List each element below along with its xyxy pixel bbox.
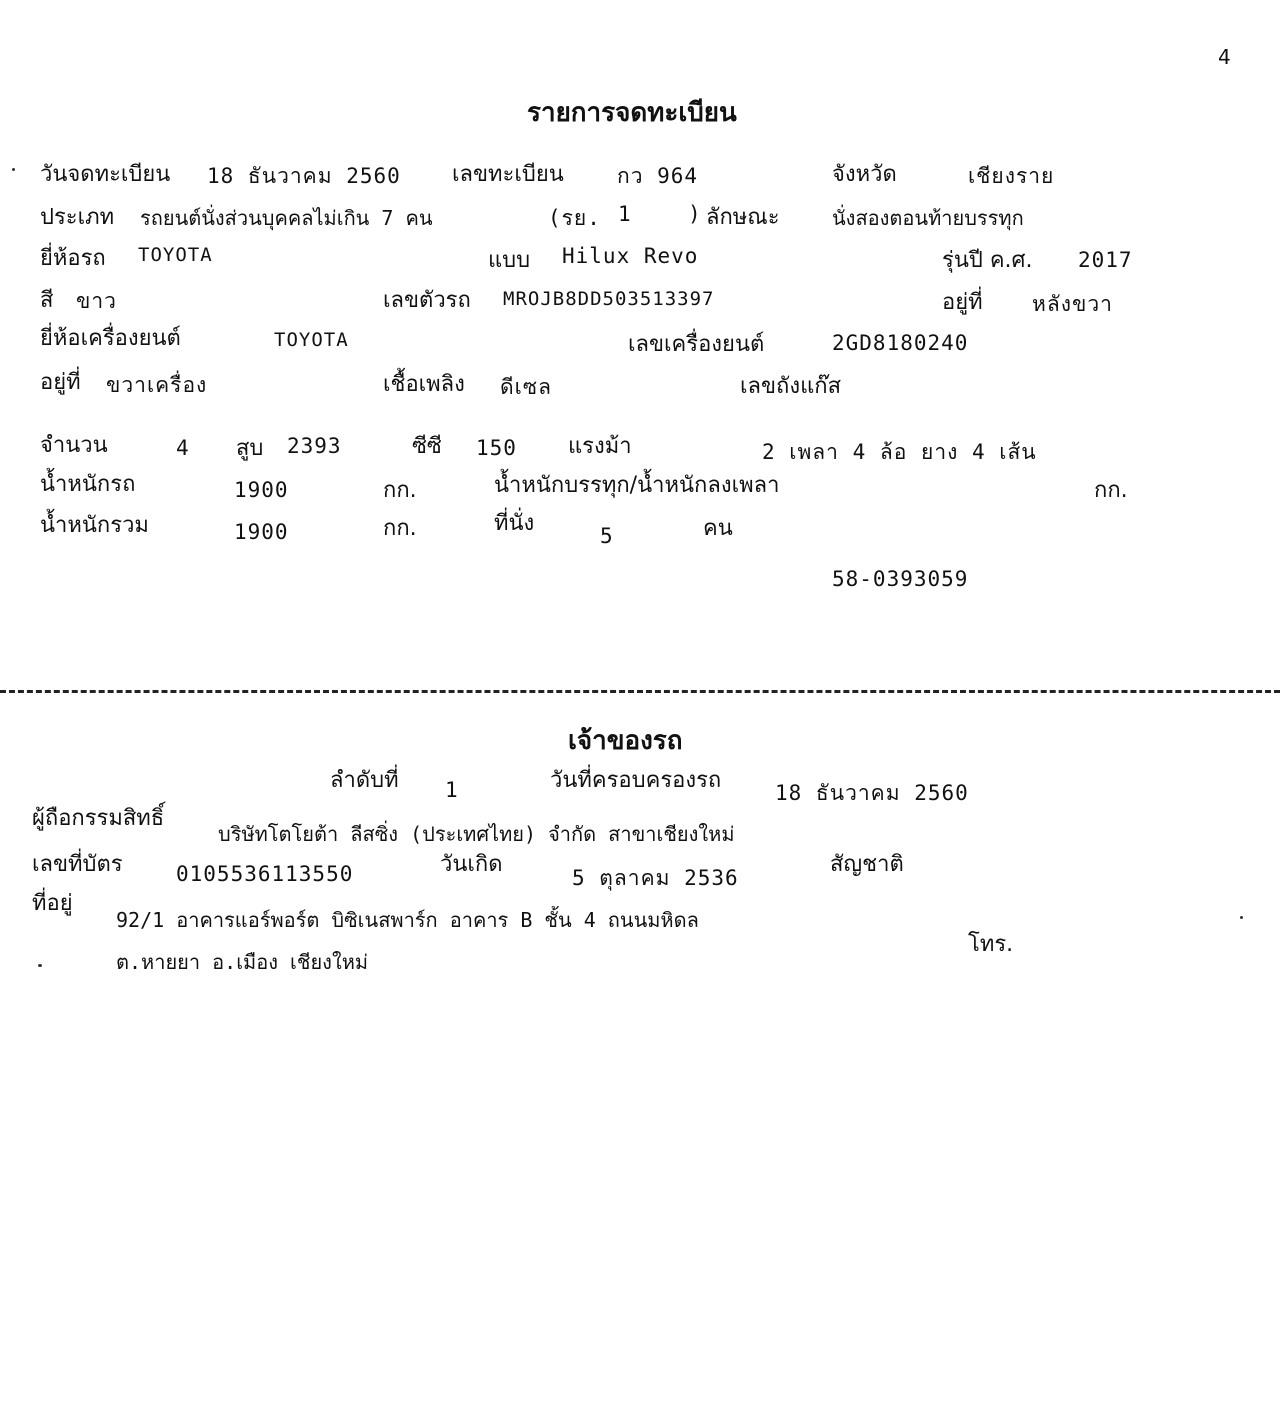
scan-speck <box>1240 916 1243 919</box>
engine-brand-value: TOYOTA <box>274 329 349 351</box>
cc-value: 2393 <box>287 434 342 458</box>
seats-unit: คน <box>703 516 733 541</box>
total-weight-unit: กก. <box>383 516 417 541</box>
phone-label: โทร. <box>968 932 1014 957</box>
possess-date-label: วันที่ครอบครองรถ <box>550 768 722 793</box>
gas-tank-label: เลขถังแก๊ส <box>740 374 842 399</box>
birth-date-label: วันเกิด <box>440 852 503 877</box>
vin-location-value: หลังขวา <box>1032 292 1113 316</box>
province-label: จังหวัด <box>832 162 897 187</box>
cc-label: ซีซี <box>412 434 442 459</box>
address-line2: ต.หายยา อ.เมือง เชียงใหม่ <box>116 950 369 974</box>
type-code-close: ) <box>688 202 702 226</box>
seats-value: 5 <box>600 524 614 548</box>
weight-unit: กก. <box>383 478 417 503</box>
style-value: นั่งสองตอนท้ายบรรทุก <box>832 206 1024 230</box>
scan-speck <box>38 964 42 967</box>
address-line1: 92/1 อาคารแอร์พอร์ต บิซิเนสพาร์ก อาคาร B ชั้น 4 ถนนมหิดล <box>116 908 699 932</box>
plate-label: เลขทะเบียน <box>452 162 564 187</box>
birth-date-value: 5 ตุลาคม 2536 <box>572 866 739 890</box>
reg-date-label: วันจดทะเบียน <box>40 162 171 187</box>
province-value: เชียงราย <box>968 164 1055 188</box>
weight-value: 1900 <box>234 478 289 502</box>
engine-location-value: ขวาเครื่อง <box>106 373 208 397</box>
section-divider <box>0 690 1280 693</box>
owner-title: เจ้าของรถ <box>568 726 683 756</box>
style-label: ลักษณะ <box>706 205 780 230</box>
page-number: 4 <box>1218 45 1231 69</box>
vin-value: MROJB8DD503513397 <box>503 288 715 310</box>
color-value: ขาว <box>76 289 117 313</box>
registration-title: รายการจดทะเบียน <box>527 98 737 128</box>
year-label: รุ่นปี ค.ศ. <box>942 248 1033 273</box>
type-label: ประเภท <box>40 205 115 230</box>
color-label: สี <box>40 288 54 313</box>
cylinders-value: 4 <box>176 436 190 460</box>
hp-label: แรงม้า <box>568 434 632 459</box>
scan-speck <box>12 168 15 171</box>
id-card-label: เลขที่บัตร <box>32 852 123 877</box>
year-value: 2017 <box>1078 248 1133 272</box>
engine-brand-label: ยี่ห้อเครื่องยนต์ <box>40 326 181 351</box>
vin-label: เลขตัวรถ <box>383 288 471 313</box>
fuel-value: ดีเซล <box>500 375 552 399</box>
fuel-label: เชื้อเพลิง <box>383 372 465 397</box>
type-code-open: (รย. <box>548 206 601 230</box>
address-label: ที่อยู่ <box>32 891 73 916</box>
brand-value: TOYOTA <box>138 244 213 266</box>
seq-label: ลำดับที่ <box>330 768 399 793</box>
holder-label: ผู้ถือกรรมสิทธิ์ <box>32 806 165 831</box>
model-value: Hilux Revo <box>562 244 699 268</box>
hp-value: 150 <box>476 436 517 460</box>
engine-no-value: 2GD8180240 <box>832 331 969 355</box>
model-label: แบบ <box>488 248 531 273</box>
plate-value: กว 964 <box>617 164 699 188</box>
vin-location-label: อยู่ที่ <box>942 290 983 315</box>
load-weight-unit: กก. <box>1094 478 1128 503</box>
type-value: รถยนต์นั่งส่วนบุคคลไม่เกิน 7 คน <box>140 206 433 230</box>
reference-number: 58-0393059 <box>832 567 969 591</box>
brand-label: ยี่ห้อรถ <box>40 246 106 271</box>
seats-label: ที่นั่ง <box>494 511 535 536</box>
type-code-value: 1 <box>618 202 632 226</box>
engine-location-label: อยู่ที่ <box>40 370 81 395</box>
cylinders-label: สูบ <box>236 436 264 461</box>
total-weight-label: น้ำหนักรวม <box>40 513 149 538</box>
axles-value: 2 เพลา 4 ล้อ ยาง 4 เส้น <box>762 440 1037 464</box>
seq-value: 1 <box>445 778 459 802</box>
engine-no-label: เลขเครื่องยนต์ <box>628 332 765 357</box>
reg-date-value: 18 ธันวาคม 2560 <box>207 164 401 188</box>
possess-date-value: 18 ธันวาคม 2560 <box>775 781 969 805</box>
total-weight-value: 1900 <box>234 520 289 544</box>
count-label: จำนวน <box>40 433 108 458</box>
weight-label: น้ำหนักรถ <box>40 472 136 497</box>
nationality-label: สัญชาติ <box>830 852 904 877</box>
load-weight-label: น้ำหนักบรรทุก/น้ำหนักลงเพลา <box>494 473 780 498</box>
id-card-value: 0105536113550 <box>176 862 354 886</box>
holder-value: บริษัทโตโยต้า ลีสซิ่ง (ประเทศไทย) จำกัด สาขาเชียงใหม่ <box>218 822 735 846</box>
